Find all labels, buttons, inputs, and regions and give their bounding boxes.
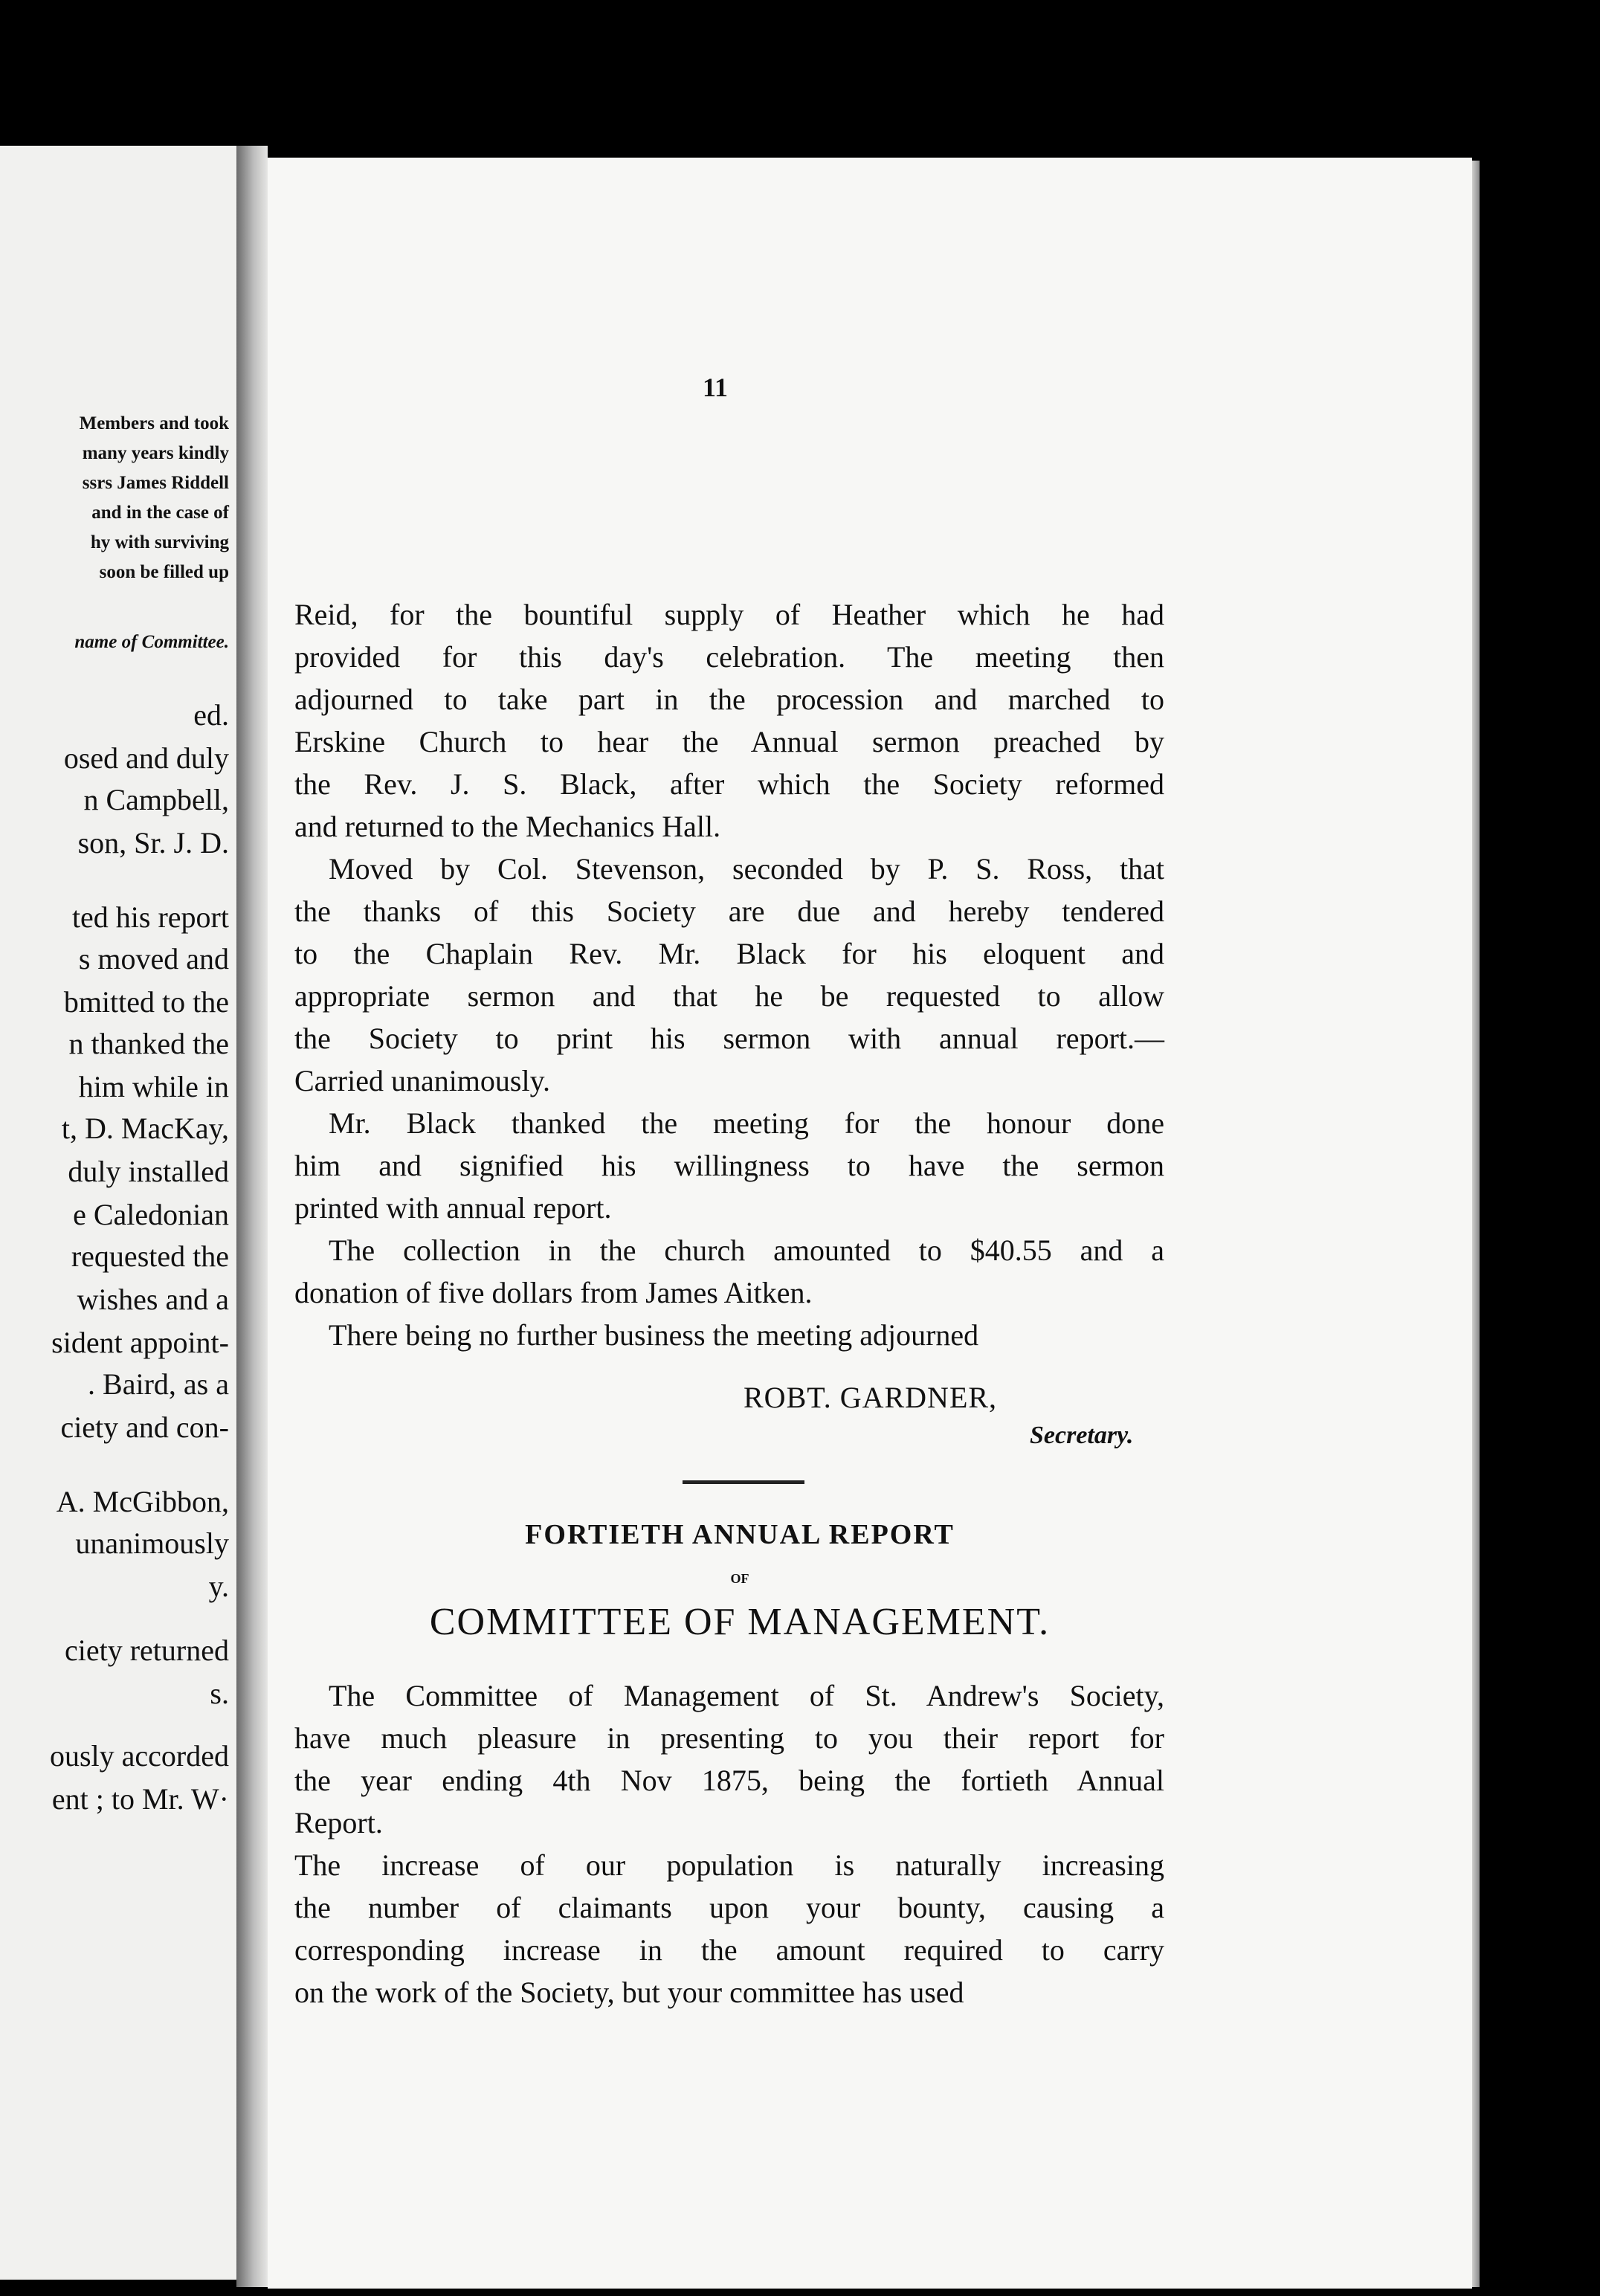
book-gutter — [236, 146, 268, 2287]
page-number: 11 — [703, 373, 729, 402]
left-page-line: him while in — [78, 1070, 229, 1103]
text-line: There being no further business the meeting adjourned — [329, 1318, 979, 1352]
text-line: donation of five dollars from James Aitken. — [294, 1276, 813, 1309]
signature-title: Secretary. — [1030, 1422, 1134, 1449]
left-page-line: requested the — [71, 1239, 229, 1273]
left-page-line: t, D. MacKay, — [61, 1112, 229, 1145]
left-page-line: ously accorded — [49, 1739, 229, 1773]
left-page-line: ed. — [193, 698, 229, 732]
left-page-line: many years kindly — [82, 443, 229, 463]
text-line: on the work of the Society, but your committee has used — [294, 1976, 964, 2009]
paragraph-5 — [294, 1314, 1164, 1356]
paragraph-6 — [294, 1674, 1164, 1844]
text-line: adjourned to take part in the procession and marched to — [294, 683, 1164, 716]
left-page-line: ciety returned — [65, 1634, 229, 1667]
text-line: the thanks of this Society are due and hereby tendered — [294, 894, 1164, 928]
left-page-line: duly installed — [68, 1155, 229, 1188]
left-page-line: y. — [208, 1570, 229, 1603]
left-page-line: ent ; to Mr. W· — [51, 1782, 229, 1816]
of-label: OF — [730, 1571, 749, 1586]
text-line: Reid, for the bountiful supply of Heather which he had — [294, 598, 1164, 631]
right-page — [268, 158, 1472, 2289]
left-page-line: s moved and — [78, 942, 229, 976]
text-line: The Committee of Management of St. Andrew's Society, — [329, 1679, 1164, 1712]
text-line: appropriate sermon and that he be requested to allow — [294, 979, 1164, 1013]
text-line: The collection in the church amounted to $40.55 and a — [329, 1234, 1164, 1267]
text-line: provided for this day's celebration. The meeting then — [294, 640, 1164, 674]
paragraph-3 — [294, 1102, 1164, 1229]
text-line: to the Chaplain Rev. Mr. Black for his eloquent and — [294, 937, 1164, 970]
left-page-line: ssrs James Riddell — [82, 473, 229, 493]
left-page-line: bmitted to the — [63, 985, 229, 1019]
left-page-line: hy with surviving — [90, 532, 229, 552]
text-line: Report. — [294, 1806, 383, 1839]
left-page-line: unanimously — [75, 1526, 229, 1560]
text-line: him and signified his willingness to have the sermon — [294, 1149, 1164, 1182]
section-rule — [683, 1480, 804, 1484]
left-page-line: and in the case of — [91, 503, 229, 523]
committee-heading: COMMITTEE OF MANAGEMENT. — [429, 1601, 1051, 1643]
text-line: Erskine Church to hear the Annual sermon preached by — [294, 725, 1164, 758]
left-page-line: Members and took — [79, 413, 229, 433]
text-line: printed with annual report. — [294, 1191, 612, 1225]
text-line: the number of claimants upon your bounty, causing a — [294, 1891, 1164, 1924]
left-page-line: n Campbell, — [83, 783, 229, 816]
left-page-line: ciety and con- — [60, 1410, 229, 1444]
left-page — [0, 146, 236, 2280]
paragraph-7 — [294, 1844, 1164, 2013]
left-page-line: ted his report — [71, 900, 229, 934]
text-line: the Society to print his sermon with annual report.— — [294, 1022, 1164, 1055]
text-line: Mr. Black thanked the meeting for the honour done — [329, 1106, 1164, 1140]
text-line: corresponding increase in the amount required to carry — [294, 1933, 1164, 1967]
left-page-line: son, Sr. J. D. — [77, 826, 229, 860]
text-line: The increase of our population is naturally increasing — [294, 1848, 1164, 1882]
text-line: have much pleasure in presenting to you their report for — [294, 1721, 1164, 1755]
text-line: and returned to the Mechanics Hall. — [294, 810, 721, 843]
left-page-line: n thanked the — [68, 1027, 229, 1060]
left-page-line: . Baird, as a — [88, 1367, 229, 1401]
text-line: Carried unanimously. — [294, 1064, 551, 1097]
text-line: the year ending 4th Nov 1875, being the fortieth Annual — [294, 1764, 1164, 1797]
left-page-line: e Caledonian — [73, 1198, 229, 1231]
paragraph-1 — [294, 593, 1164, 848]
left-page-line: osed and duly — [63, 741, 229, 775]
page-edge — [1472, 161, 1480, 2287]
text-line: the Rev. J. S. Black, after which the Society reformed — [294, 767, 1164, 801]
paragraph-4 — [294, 1229, 1164, 1314]
text-line: Moved by Col. Stevenson, seconded by P. S. Ross, that — [329, 852, 1164, 886]
left-page-line: s. — [210, 1677, 229, 1710]
left-page-line: sident appoint- — [51, 1326, 229, 1359]
signature-name: ROBT. GARDNER, — [743, 1381, 998, 1414]
left-page-line: A. McGibbon, — [56, 1485, 229, 1518]
report-heading: FORTIETH ANNUAL REPORT — [525, 1519, 955, 1550]
paragraph-2 — [294, 848, 1164, 1102]
left-page-line: wishes and a — [77, 1283, 229, 1316]
left-page-line: soon be filled up — [99, 562, 229, 582]
left-page-line: name of Committee. — [74, 632, 229, 652]
